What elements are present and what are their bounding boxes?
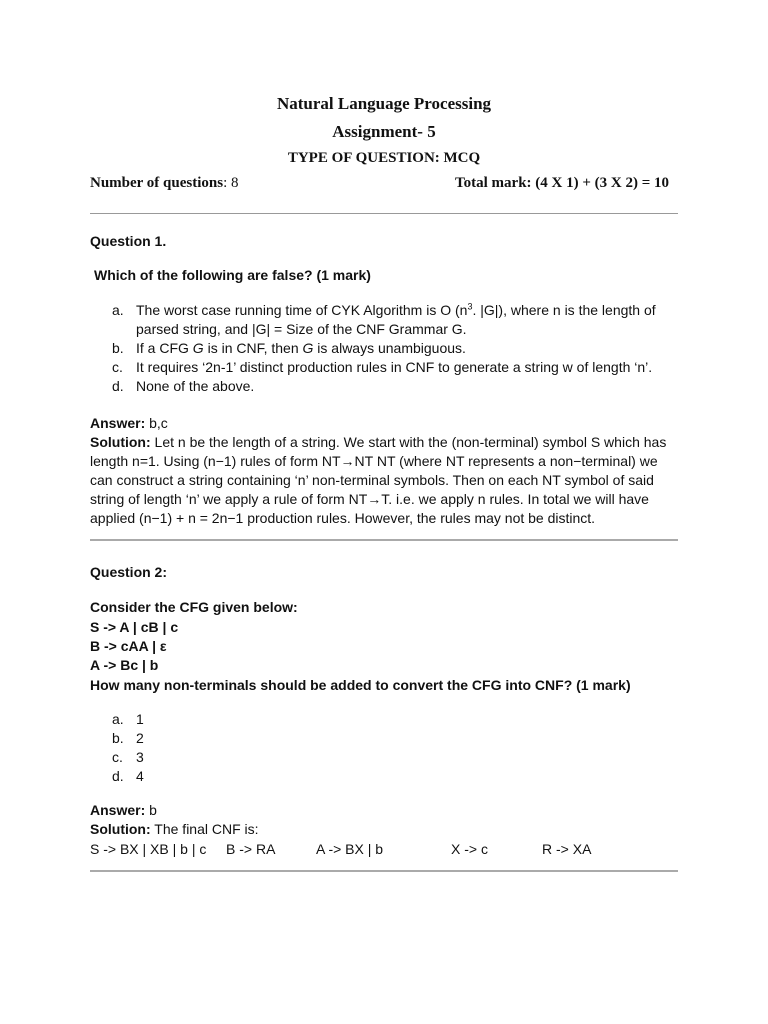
q2-option-c bbox=[112, 748, 672, 767]
question-2-question: How many non-terminals should be added to convert the CFG into CNF? (1 mark) bbox=[90, 677, 631, 693]
solution-text: Let n be the length of a string. We start with the (non-terminal) symbol S which has length n=1. Using (n−1) rules of form NT→NT NT (where NT represents a non−terminal) we can construct a string containing ‘n’ non-terminal symbols. Then on each NT symbol of said string of length ‘n’ we apply a rule of form NT→T. i.e. we apply n rules. In total we will have applied (n−1) + n = 2n−1 production rules. However, the rules may not be distinct. bbox=[90, 434, 667, 526]
option-label: d. bbox=[112, 378, 124, 394]
option-text: The worst case running time of CYK Algorithm is O ($n^3$. |G|), where n is the length of parsed string, and |G| = Size of the CNF Grammar G. bbox=[136, 301, 656, 337]
q2-solution bbox=[90, 820, 259, 839]
option-text: If a CFG G is in CNF, then G is always unambiguous. bbox=[136, 340, 466, 356]
q2-answer bbox=[90, 801, 157, 820]
option-text: None of the above. bbox=[136, 378, 255, 394]
answer-value: b,c bbox=[149, 415, 168, 431]
option-label: c. bbox=[112, 359, 123, 375]
cnf-rule: B -> RA bbox=[226, 841, 276, 857]
question-1-heading: Question 1. bbox=[90, 233, 167, 249]
cnf-rule: R -> XA bbox=[542, 841, 592, 857]
option-label: b. bbox=[112, 340, 124, 356]
total-mark: Total mark: (4 X 1) + (3 X 2) = 10 bbox=[455, 175, 670, 191]
question-type: TYPE OF QUESTION: MCQ bbox=[287, 150, 481, 166]
num-questions-value: : 8 bbox=[223, 175, 239, 191]
divider bbox=[90, 539, 678, 541]
option-label: b. bbox=[112, 730, 124, 746]
q1-option-c bbox=[112, 358, 672, 377]
q2-option-a bbox=[112, 710, 672, 729]
option-text: 2 bbox=[136, 730, 144, 746]
num-questions-label: Number of questions bbox=[90, 175, 224, 191]
solution-text: The final CNF is: bbox=[154, 821, 259, 837]
q1-option-d bbox=[112, 377, 672, 396]
cnf-rule: X -> c bbox=[451, 841, 488, 857]
answer-label: Answer: bbox=[90, 415, 146, 431]
question-2-prompt: Consider the CFG given below: bbox=[90, 599, 298, 615]
cfg-rule: B -> cAA | ε bbox=[90, 638, 167, 654]
q1-solution bbox=[90, 433, 680, 528]
option-text: 4 bbox=[136, 768, 144, 784]
option-text: 1 bbox=[136, 711, 144, 727]
option-text: 3 bbox=[136, 749, 144, 765]
solution-label: Solution: bbox=[90, 434, 151, 450]
cfg-rule: S -> A | cB | c bbox=[90, 619, 179, 635]
option-label: d. bbox=[112, 768, 124, 784]
document-title: Natural Language Processing bbox=[276, 94, 492, 113]
solution-label: Solution: bbox=[90, 821, 151, 837]
q2-option-b bbox=[112, 729, 672, 748]
cfg-rule: A -> Bc | b bbox=[90, 657, 159, 673]
answer-value: b bbox=[149, 802, 157, 818]
option-label: c. bbox=[112, 749, 123, 765]
answer-label: Answer: bbox=[90, 802, 146, 818]
option-text: It requires ‘2n-1’ distinct production rules in CNF to generate a string w of length ‘n’. bbox=[136, 359, 653, 375]
q1-option-b bbox=[112, 339, 672, 358]
option-label: a. bbox=[112, 711, 124, 727]
q1-answer bbox=[90, 414, 168, 433]
cnf-rule: A -> BX | b bbox=[316, 841, 384, 857]
question-2-heading: Question 2: bbox=[90, 564, 168, 580]
q2-option-d bbox=[112, 767, 672, 786]
number-of-questions bbox=[90, 175, 239, 192]
option-label: a. bbox=[112, 302, 124, 318]
divider bbox=[90, 213, 678, 214]
assignment-title: Assignment- 5 bbox=[332, 122, 436, 141]
divider bbox=[90, 870, 678, 872]
question-1-prompt: Which of the following are false? (1 mark) bbox=[94, 267, 371, 283]
q1-option-a bbox=[112, 301, 672, 339]
cnf-rule: S -> BX | XB | b | c bbox=[90, 841, 207, 857]
